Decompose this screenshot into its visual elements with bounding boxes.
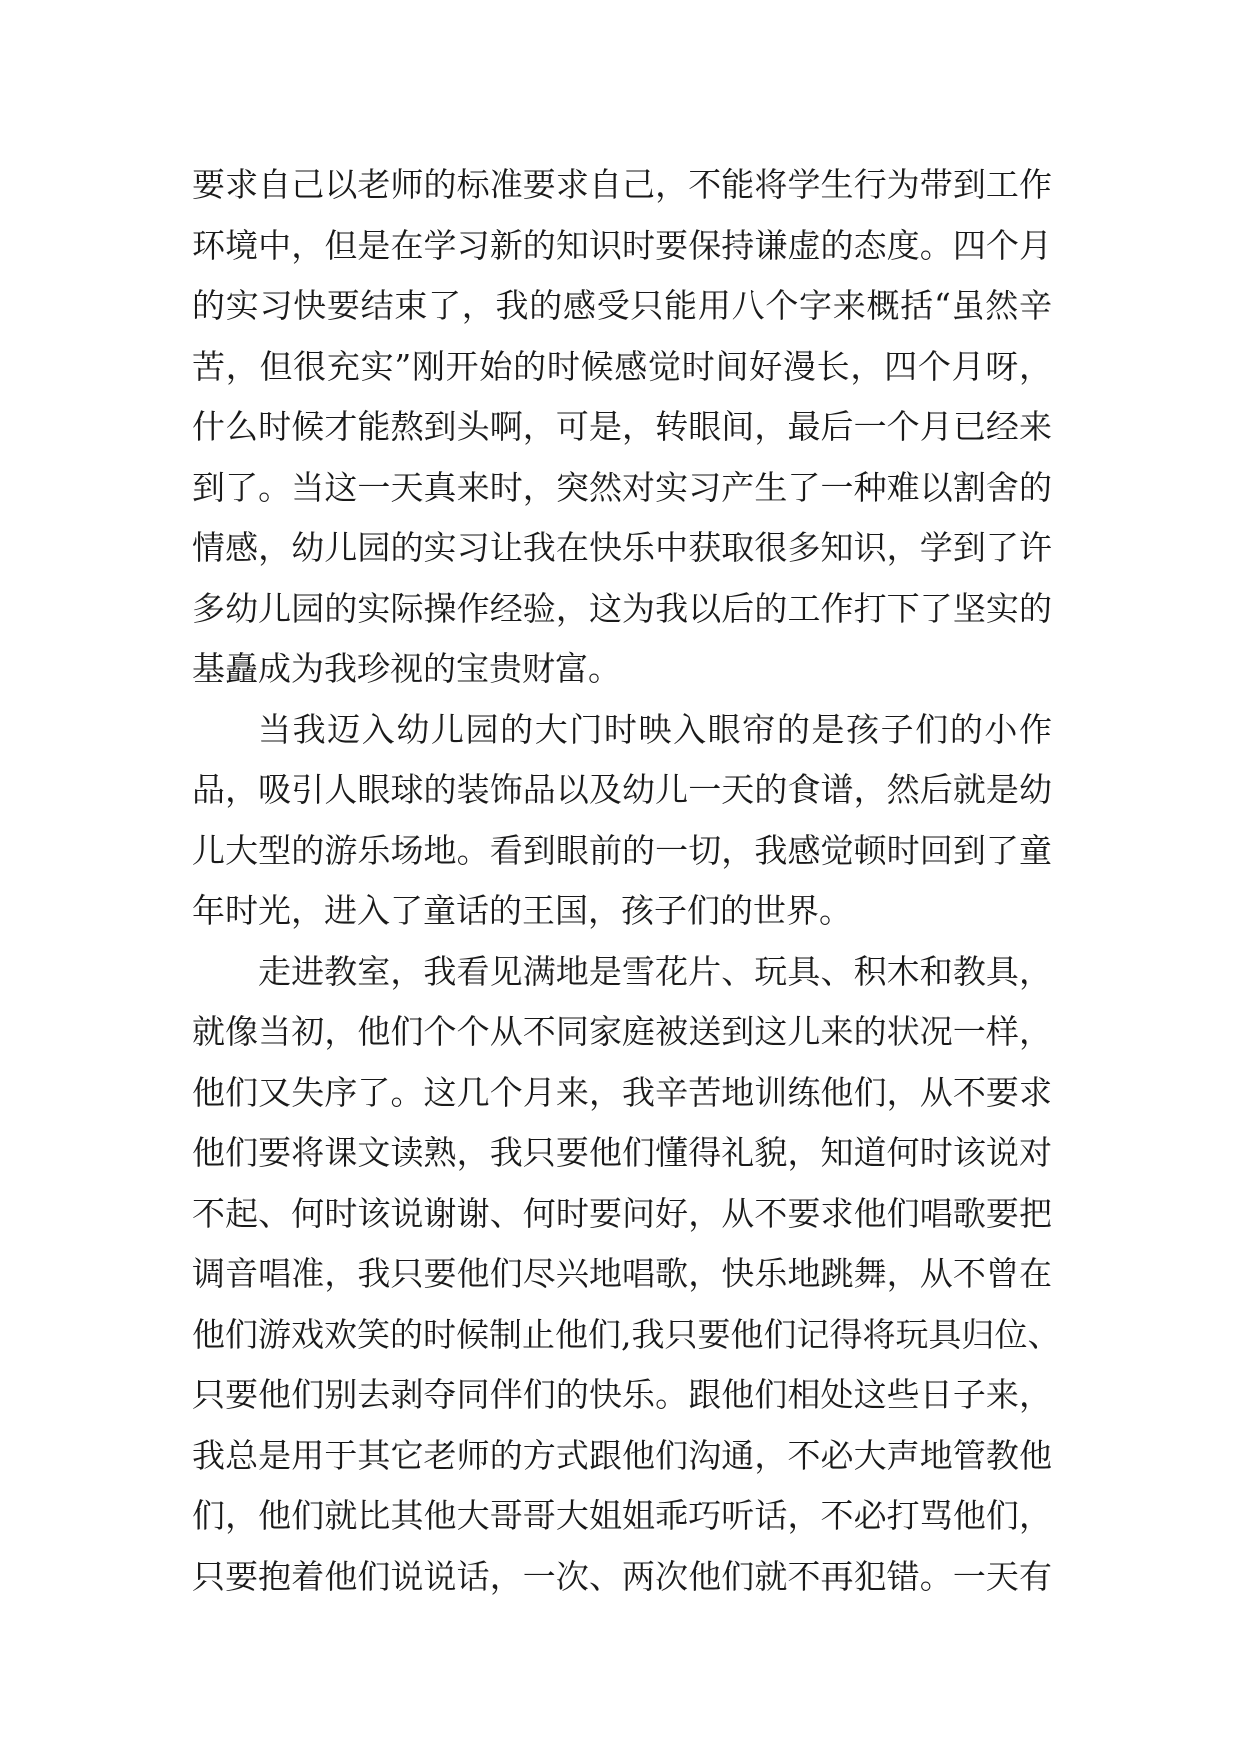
text-line: 他们又失序了。这几个月来，我辛苦地训练他们，从不要求 <box>192 1072 1052 1112</box>
text-line: 什么时候才能熬到头啊，可是，转眼间，最后一个月已经来 <box>192 407 1052 446</box>
text-line: 当我迈入幼儿园的大门时映入眼帘的是孩子们的小作 <box>258 709 1052 749</box>
text-line: 只要抱着他们说说话，一次、两次他们就不再犯错。一天有 <box>192 1556 1052 1596</box>
text-line: 他们要将课文读熟，我只要他们懂得礼貌，知道何时该说对 <box>192 1133 1052 1172</box>
text-line: 不起、何时该说谢谢、何时要问好，从不要求他们唱歌要把 <box>192 1193 1052 1233</box>
text-line: 品，吸引人眼球的装饰品以及幼儿一天的食谱，然后就是幼 <box>192 770 1052 809</box>
text-line: 儿大型的游乐场地。看到眼前的一切，我感觉顿时回到了童 <box>192 830 1052 870</box>
text-line: 情感，幼儿园的实习让我在快乐中获取很多知识，学到了许 <box>192 528 1052 567</box>
text-line: 们，他们就比其他大哥哥大姐姐乖巧听话，不必打骂他们， <box>192 1496 1052 1535</box>
body-text <box>192 155 1061 1607</box>
text-line: 要求自己以老师的标准要求自己，不能将学生行为带到工作 <box>192 165 1052 204</box>
text-line: 他们游戏欢笑的时候制止他们,我只要他们记得将玩具归位、 <box>192 1314 1061 1354</box>
text-line: 年时光，进入了童话的王国，孩子们的世界。 <box>192 891 852 930</box>
text-line: 环境中，但是在学习新的知识时要保持谦虚的态度。四个月 <box>192 225 1052 265</box>
text-line: 基矗成为我珍视的宝贵财富。 <box>192 649 621 688</box>
text-line: 的实习快要结束了，我的感受只能用八个字来概括“虽然辛 <box>192 286 1052 325</box>
text-line: 到了。当这一天真来时，突然对实习产生了一种难以割舍的 <box>192 467 1052 507</box>
text-line: 我总是用于其它老师的方式跟他们沟通，不必大声地管教他 <box>192 1435 1052 1475</box>
text-line: 只要他们别去剥夺同伴们的快乐。跟他们相处这些日子来， <box>192 1375 1052 1414</box>
text-line: 苦，但很充实”刚开始的时候感觉时间好漫长，四个月呀， <box>192 346 1052 386</box>
text-line: 多幼儿园的实际操作经验，这为我以后的工作打下了坚实的 <box>192 588 1052 628</box>
text-line: 走进教室，我看见满地是雪花片、玩具、积木和教具， <box>258 951 1052 991</box>
text-line: 就像当初，他们个个从不同家庭被送到这儿来的状况一样， <box>192 1012 1052 1051</box>
text-line: 调音唱准，我只要他们尽兴地唱歌，快乐地跳舞，从不曾在 <box>192 1254 1052 1293</box>
